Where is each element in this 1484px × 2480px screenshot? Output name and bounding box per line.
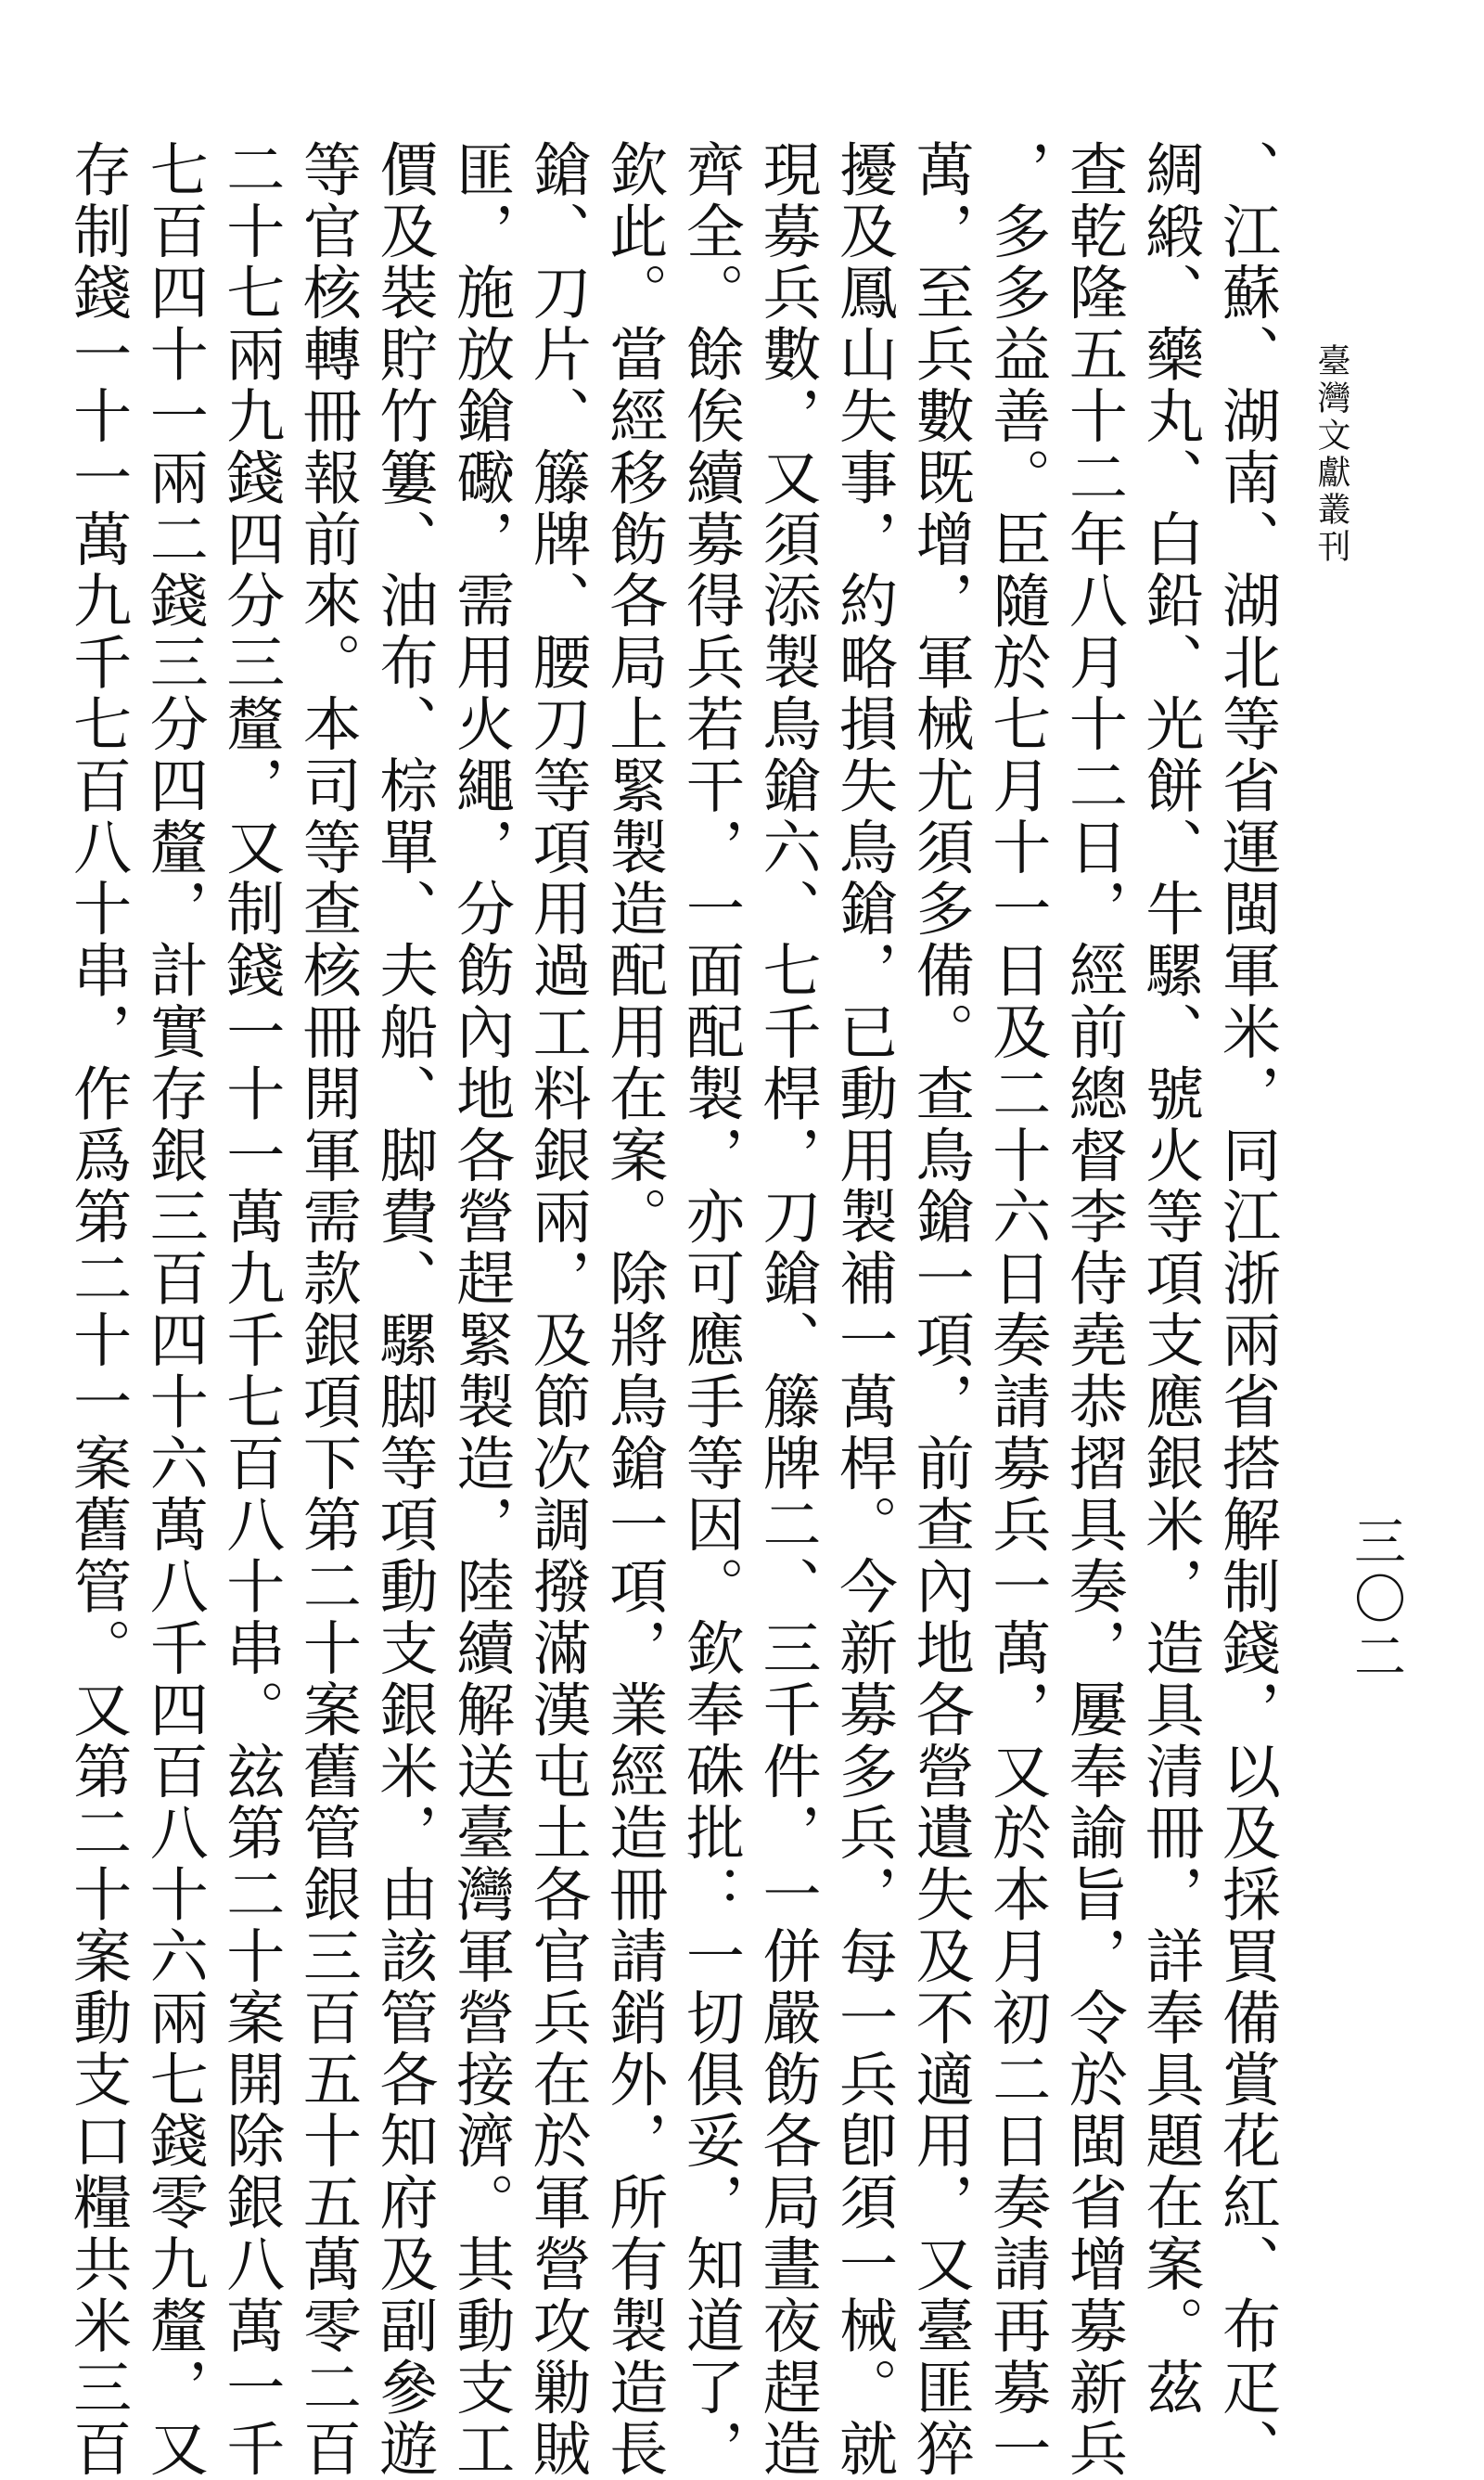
text-column: 等官核轉冊報前來。本司等查核冊開軍需款銀項下第二十案舊管銀三百五十五萬零二百: [293, 139, 362, 2480]
text-column: 、江蘇、湖南、湖北等省運閩軍米，同江浙兩省搭解制錢，以及採買備賞花紅、布疋、: [1213, 139, 1281, 2480]
text-column: 現募兵數，又須添製鳥鎗六、七千桿，刀鎗、籐牌二、三千件，一併嚴飭各局晝夜趕造: [753, 139, 822, 2480]
text-column: 齊全。餘俟續募得兵若干，一面配製，亦可應手等因。欽奉硃批：一切俱妥，知道了，: [676, 139, 745, 2480]
text-column: ，多多益善。臣隨於七月十一日及二十六日奏請募兵一萬，又於本月初二日奏請再募一: [983, 139, 1052, 2480]
running-header-title: 臺灣文獻叢刊: [1312, 343, 1350, 566]
text-column: 綢緞、藥丸、白鉛、光餅、牛騾、號火等項支應銀米，造具清冊，詳奉具題在案。茲: [1136, 139, 1205, 2419]
text-column: 查乾隆五十二年八月十二日，經前總督李侍堯恭摺具奏，屢奉諭旨，令於閩省增募新兵: [1059, 139, 1128, 2480]
text-column: 存制錢一十一萬九千七百八十串，作爲第二十一案舊管。又第二十案動支口糧共米三百: [64, 139, 133, 2480]
text-column: 欽此。當經移飭各局上緊製造配用在案。除將鳥鎗一項，業經造冊請銷外，所有製造長: [600, 139, 669, 2480]
text-column: 七百四十一兩二錢三分四釐，計實存銀三百四十六萬八千四百八十六兩七錢零九釐，又: [140, 139, 209, 2480]
text-column: 鎗、刀片、籐牌、腰刀等項用過工料銀兩，及節次調撥滿漢屯土各官兵在於軍營攻勦賊: [523, 139, 592, 2480]
text-column: 價及裝貯竹簍、油布、棕單、夫船、脚費、騾脚等項動支銀米，由該管各知府及副參遊: [370, 139, 439, 2480]
page-number: 三〇二: [1346, 1514, 1406, 1687]
text-column: 二十七兩九錢四分三釐，又制錢一十一萬九千七百八十串。玆第二十案開除銀八萬一千: [217, 139, 286, 2480]
body-text: [64, 139, 1285, 2480]
text-column: 擾及鳳山失事，約略損失鳥鎗，已動用製補一萬桿。今新募多兵，每一兵卽須一械。就: [830, 139, 899, 2480]
text-column: 萬，至兵數既增，軍械尤須多備。查鳥鎗一項，前查內地各營遺失及不適用，又臺匪猝: [906, 139, 975, 2480]
text-column: 匪，施放鎗礮，需用火繩，分飭內地各營趕緊製造，陸續解送臺灣軍營接濟。其動支工: [447, 139, 516, 2480]
